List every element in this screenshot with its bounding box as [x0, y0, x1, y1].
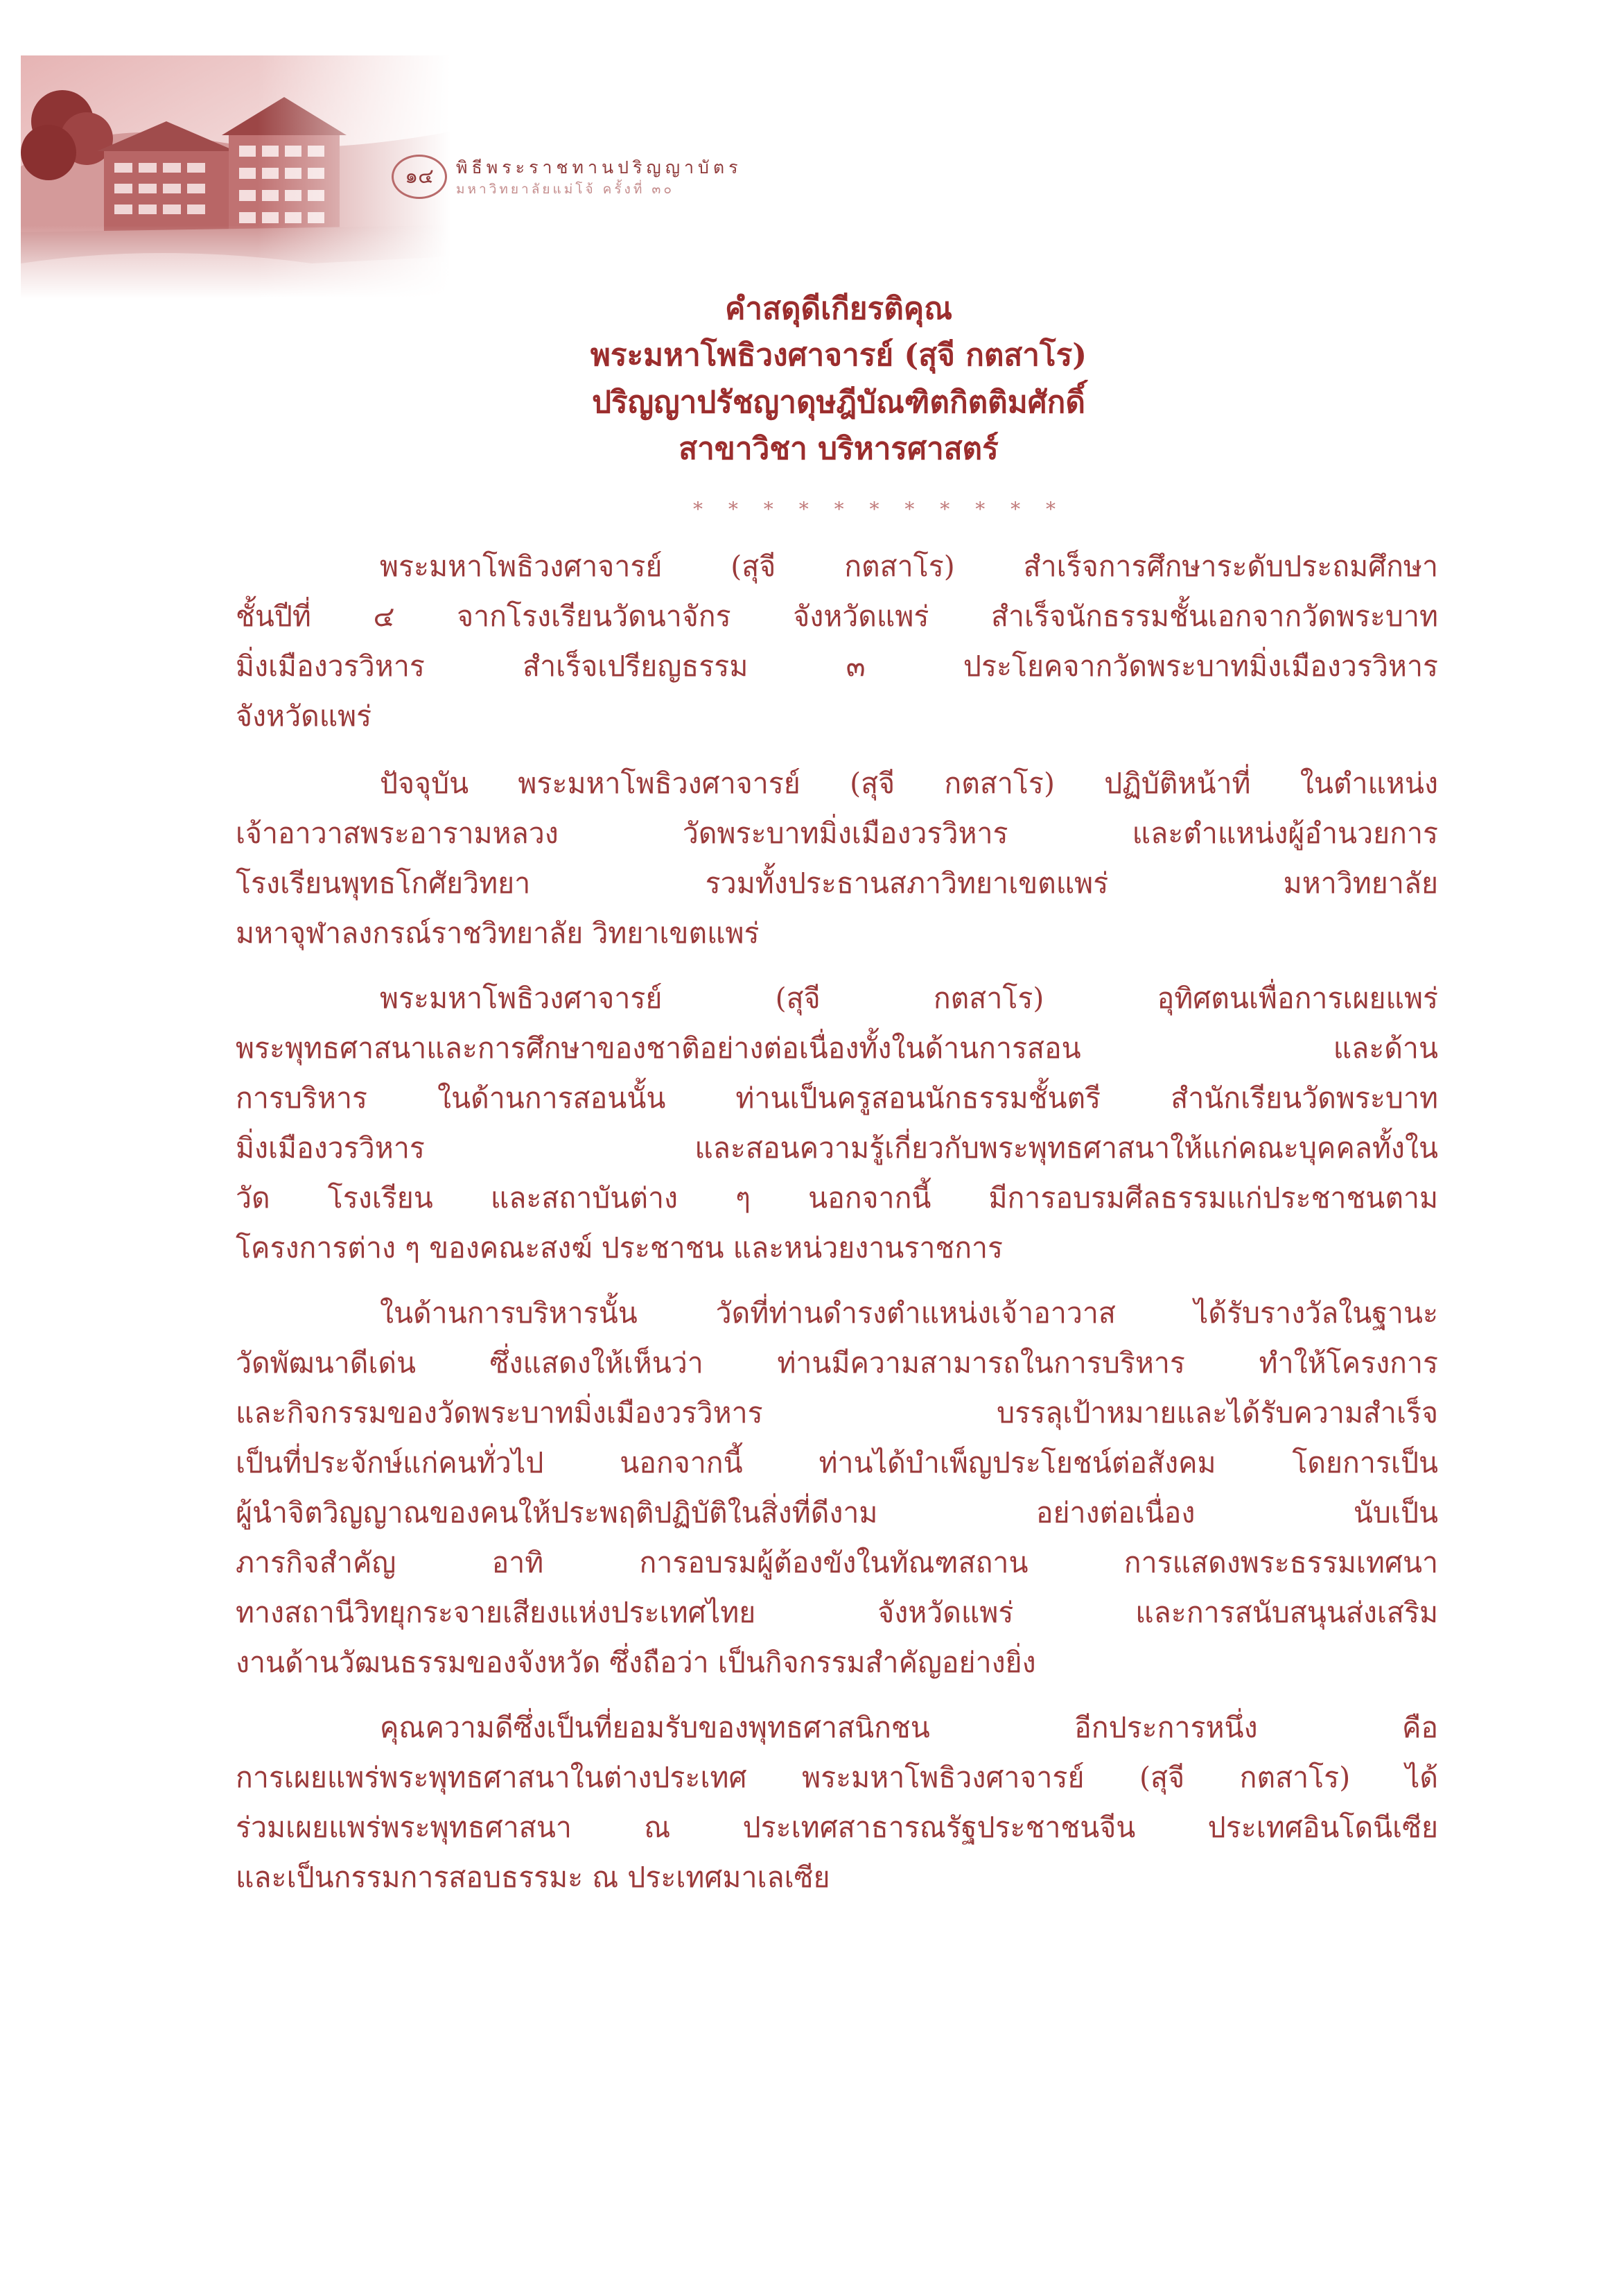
- body-line: ในด้านการบริหารนั้น วัดที่ท่านดำรงตำแหน่งเจ้าอาวาส ได้รับรางวัลในฐานะ: [380, 1296, 1438, 1330]
- heading-line-2: พระมหาโพธิวงศาจารย์ (สุจี กตสาโร): [590, 338, 1087, 373]
- body-line: และกิจกรรมของวัดพระบาทมิ่งเมืองวรวิหาร บรรลุเป้าหมายและได้รับความสำเร็จ: [236, 1396, 1438, 1429]
- body-line: พระมหาโพธิวงศาจารย์ (สุจี กตสาโร) อุทิศตนเพื่อการเผยแพร่: [380, 982, 1438, 1015]
- body-line: โครงการต่าง ๆ ของคณะสงฆ์ ประชาชน และหน่วยงานราชการ: [236, 1231, 1004, 1264]
- body-line: ปัจจุบัน พระมหาโพธิวงศาจารย์ (สุจี กตสาโร) ปฏิบัติหน้าที่ ในตำแหน่ง: [380, 767, 1438, 800]
- body-line: คุณความดีซึ่งเป็นที่ยอมรับของพุทธศาสนิกชน อีกประการหนึ่ง คือ: [380, 1711, 1438, 1744]
- body-line: มิ่งเมืองวรวิหาร และสอนความรู้เกี่ยวกับพระพุทธศาสนาให้แก่คณะบุคคลทั้งใน: [236, 1131, 1438, 1165]
- body-line: ทางสถานีวิทยุกระจายเสียงแห่งประเทศไทย จังหวัดแพร่ และการสนับสนุนส่งเสริม: [236, 1596, 1438, 1629]
- header-title: พิธีพระราชทานปริญญาบัตร: [456, 157, 742, 177]
- header-subtitle: มหาวิทยาลัยแม่โจ้ ครั้งที่ ๓๐: [456, 182, 674, 197]
- body-line: ชั้นปีที่ ๔ จากโรงเรียนวัดนาจักร จังหวัดแพร่ สำเร็จนักธรรมชั้นเอกจากวัดพระบาท: [236, 600, 1438, 633]
- body-line: เจ้าอาวาสพระอารามหลวง วัดพระบาทมิ่งเมืองวรวิหาร และตำแหน่งผู้อำนวยการ: [236, 817, 1438, 850]
- body-line: โรงเรียนพุทธโกศัยวิทยา รวมทั้งประธานสภาวิทยาเขตแพร่ มหาวิทยาลัย: [236, 867, 1438, 900]
- page-number: ๑๔: [392, 155, 447, 199]
- heading-line-4: สาขาวิชา บริหารศาสตร์: [679, 431, 999, 467]
- body-line: มหาจุฬาลงกรณ์ราชวิทยาลัย วิทยาเขตแพร่: [236, 916, 760, 950]
- body-line: ร่วมเผยแพร่พระพุทธศาสนา ณ ประเทศสาธารณรัฐประชาชนจีน ประเทศอินโดนีเซีย: [236, 1811, 1438, 1844]
- body-line: วัด โรงเรียน และสถาบันต่าง ๆ นอกจากนี้ มีการอบรมศีลธรรมแก่ประชาชนตาม: [236, 1181, 1438, 1215]
- heading-line-3: ปริญญาปรัชญาดุษฎีบัณฑิตกิตติมศักดิ์: [592, 385, 1085, 420]
- body-line: และเป็นกรรมการสอบธรรมะ ณ ประเทศมาเลเซีย: [236, 1861, 830, 1894]
- body-line: จังหวัดแพร่: [236, 699, 372, 733]
- body-line: งานด้านวัฒนธรรมของจังหวัด ซึ่งถือว่า เป็นกิจกรรมสำคัญอย่างยิ่ง: [236, 1646, 1036, 1679]
- body-line: พระมหาโพธิวงศาจารย์ (สุจี กตสาโร) สำเร็จการศึกษาระดับประถมศึกษา: [380, 550, 1438, 583]
- body-line: เป็นที่ประจักษ์แก่คนทั่วไป นอกจากนี้ ท่านได้บำเพ็ญประโยชน์ต่อสังคม โดยการเป็น: [236, 1446, 1438, 1479]
- body-line: ผู้นำจิตวิญญาณของคนให้ประพฤติปฏิบัติในสิ่งที่ดีงาม อย่างต่อเนื่อง นับเป็น: [236, 1496, 1438, 1529]
- heading-line-1: คำสดุดีเกียรติคุณ: [724, 291, 953, 327]
- body-line: ภารกิจสำคัญ อาทิ การอบรมผู้ต้องขังในทัณฑสถาน การแสดงพระธรรมเทศนา: [236, 1546, 1438, 1579]
- body-line: วัดพัฒนาดีเด่น ซึ่งแสดงให้เห็นว่า ท่านมีความสามารถในการบริหาร ทำให้โครงการ: [236, 1346, 1438, 1380]
- university-building-photo: [21, 55, 450, 298]
- body-line: การเผยแพร่พระพุทธศาสนาในต่างประเทศ พระมหาโพธิวงศาจารย์ (สุจี กตสาโร) ได้: [236, 1761, 1438, 1794]
- divider-stars: * * * * * * * * * * *: [693, 498, 1066, 521]
- body-line: การบริหาร ในด้านการสอนนั้น ท่านเป็นครูสอนนักธรรมชั้นตรี สำนักเรียนวัดพระบาท: [236, 1081, 1438, 1115]
- body-line: มิ่งเมืองวรวิหาร สำเร็จเปรียญธรรม ๓ ประโยคจากวัดพระบาทมิ่งเมืองวรวิหาร: [236, 650, 1438, 683]
- body-line: พระพุทธศาสนาและการศึกษาของชาติอย่างต่อเนื่องทั้งในด้านการสอน และด้าน: [236, 1032, 1438, 1065]
